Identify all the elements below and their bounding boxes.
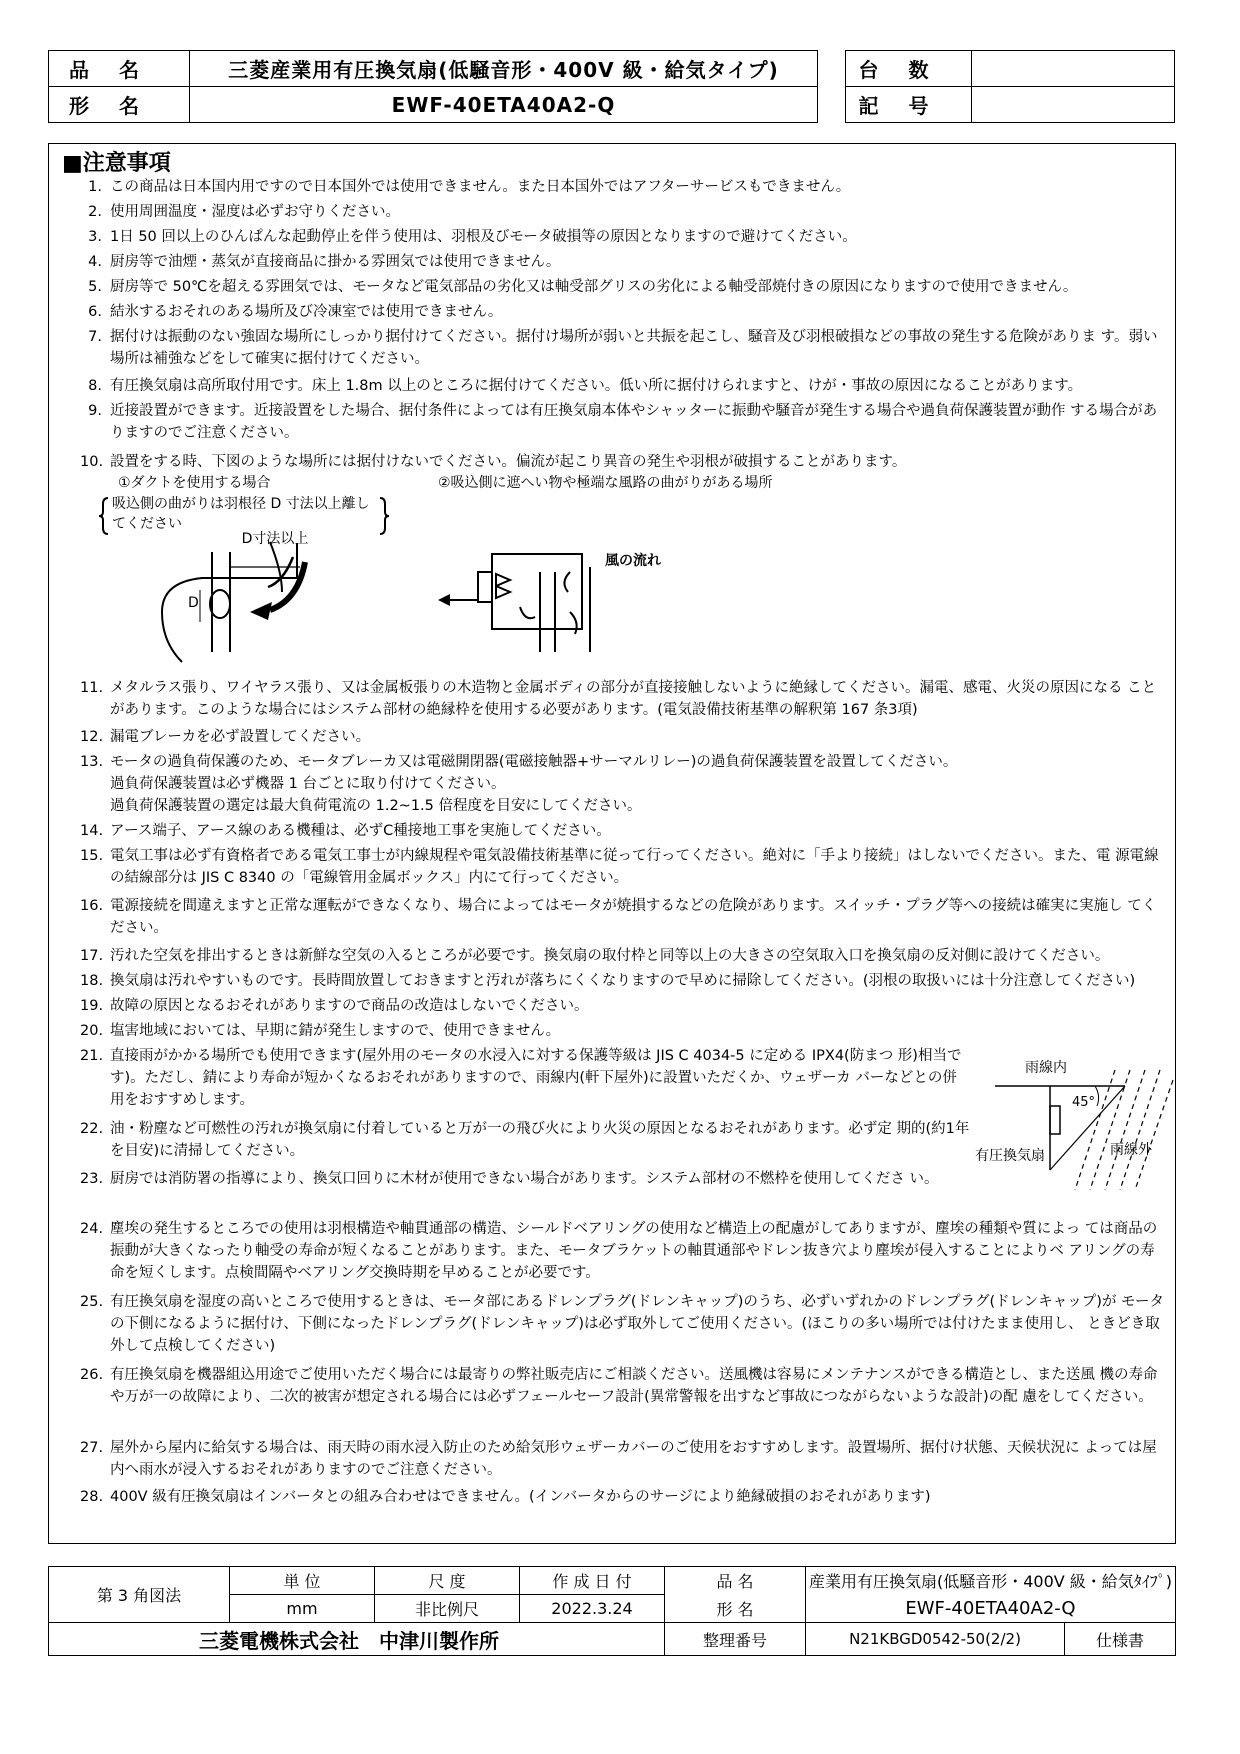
scale-value: 非比例尺 xyxy=(375,1595,520,1623)
note-item: 5. 厨房等で 50℃を超える雰囲気では、モータなど電気部品の劣化又は軸受部グリスの劣化による軸受部焼付きの原因になりますので使用できません。 xyxy=(88,279,1078,295)
model-value: EWF-40ETA40A2-Q xyxy=(190,87,818,123)
note-item: 7. 据付けは振動のない強固な場所にしっかり据付けてください。据付け場所が弱いと共振を起こし、騒音及び羽根破損などの事故の発生する危険がありま す。弱い場所は補強などをして確実に据付けてください。 xyxy=(88,329,1158,367)
symbol-label: 記号 xyxy=(846,87,972,123)
case2-title: ②吸込側に遮へい物や極端な風路の曲がりがある場所 xyxy=(438,475,773,491)
quantity-value xyxy=(972,51,1175,87)
note-item: 8. 有圧換気扇は高所取付用です。床上 1.8m 以上のところに据付けてください。低い所に据付けられますと、けが・事故の原因になることがあります。 xyxy=(88,378,1083,394)
inside-label: 雨線内 xyxy=(1025,1060,1067,1076)
rain-line-diagram xyxy=(975,1050,1175,1200)
note-item: 15. 電気工事は必ず有資格者である電気工事士が内線規程や電気設備技術基準に従って行ってください。絶対に「手より接続」はしないでください。また、電 源電線の結線部分は JIS C 8340 の「電線管用金属ボックス」内にて行ってください。 xyxy=(80,848,1159,886)
note-item: 3. 1日 50 回以上のひんぱんな起動停止を伴う使用は、羽根及びモータ破損等の原因となりますので避けてください。 xyxy=(88,229,857,245)
header-table xyxy=(48,50,818,123)
ref-label: 整理番号 xyxy=(665,1623,806,1656)
ref-value: N21KBGD0542-50(2/2) xyxy=(806,1623,1065,1655)
doc-type: 仕様書 xyxy=(1095,1630,1144,1650)
scale-label: 尺 度 xyxy=(375,1567,520,1595)
model-label-footer: 形 名 xyxy=(665,1595,806,1623)
note-item: 過負荷保護装置の選定は最大負荷電流の 1.2~1.5 倍程度を目安にしてください。 xyxy=(110,798,642,814)
outside-label: 雨線外 xyxy=(1110,1142,1152,1158)
header-count-table xyxy=(845,50,1175,123)
angle-label: 45° xyxy=(1072,1095,1096,1110)
product-value: 産業用有圧換気扇(低騒音形・400V 級・給気ﾀｲﾌﾟ) xyxy=(806,1567,1176,1595)
note-item: 20. 塩害地域においては、早期に錆が発生しますので、使用できません。 xyxy=(80,1023,561,1039)
model-value-footer: EWF-40ETA40A2-Q xyxy=(806,1595,1176,1623)
symbol-value xyxy=(972,87,1175,123)
case1-note: 吸込側の曲がりは羽根径 D 寸法以上離してください xyxy=(112,496,370,532)
note-item: 16. 電源接続を間違えますと正常な運転ができなくなり、場合によってはモータが焼損するなどの危険があります。スイッチ・プラグ等への接続は確実に実施し てください。 xyxy=(80,898,1157,936)
installation-diagram xyxy=(100,472,773,672)
unit-label: 単 位 xyxy=(230,1567,375,1595)
company-name: 三菱電機株式会社 中津川製作所 xyxy=(49,1623,665,1656)
note-item: 4. 厨房等で油煙・蒸気が直接商品に掛かる雰囲気では使用できません。 xyxy=(88,254,561,270)
note-item: 19. 故障の原因となるおそれがありますので商品の改造はしないでください。 xyxy=(80,998,589,1014)
note-item: 2. 使用周囲温度・湿度は必ずお守りください。 xyxy=(88,204,400,220)
product-label: 品 名 xyxy=(665,1567,806,1595)
note-item: 22. 油・粉塵など可燃性の汚れが換気扇に付着していると万が一の飛び火により火災の原因となるおそれがあります。必ず定 期的(約1年を目安)に清掃してください。 xyxy=(80,1121,970,1159)
fan-label: 有圧換気扇 xyxy=(975,1148,1045,1164)
note-item: 23. 厨房では消防署の指導により、換気口回りに木材が使用できない場合があります。システム部材の不燃枠を使用してくださ い。 xyxy=(80,1171,939,1187)
note-item: 18. 換気扇は汚れやすいものです。長時間放置しておきますと汚れが落ちにくくなりますので早めに掃除してください。(羽根の取扱いには十分注意してください) xyxy=(80,973,1136,989)
date-label: 作 成 日 付 xyxy=(520,1567,665,1595)
notes-title: ■注意事項 xyxy=(62,151,171,176)
date-value: 2022.3.24 xyxy=(520,1595,665,1623)
note-item: 11. メタルラス張り、ワイヤラス張り、又は金属板張りの木造物と金属ボディの部分が直接接触しないように絶縁してください。漏電、感電、火災の原因になる ことがあります。このような場合にはシステム部材の絶縁枠を使用する必要があります。(電気設備技術基準の解釈第 167 条3項) xyxy=(80,680,1157,718)
ref-and-doc xyxy=(806,1623,1176,1656)
note-item: 12. 漏電ブレーカを必ず設置してください。 xyxy=(80,729,371,745)
note-item: 25. 有圧換気扇を湿度の高いところで使用するときは、モータ部にあるドレンプラグ(ドレンキャップ)のうち、必ずいずれかのドレンプラグ(ドレンキャップ)が モータの下側になるように据付け、下側になったドレンプラグ(ドレンキャップ)は必ず取外してご使用ください。(ほこりの多い場所では付けたまま使用し、 ときどき取外して点検してください) xyxy=(80,1294,1164,1354)
note-item: 24. 塵埃の発生するところでの使用は羽根構造や軸貫通部の構造、シールドベアリングの使用など構造上の配慮がしてありますが、塵埃の種類や質によっ ては商品の振動が大きくなったり軸受の寿命が短くなることがあります。また、モータブラケットの軸貫通部やドレン抜き穴より塵埃が侵入することによりベ アリングの寿命を短くします。点検間隔やベアリング交換時期を早めることが必要です。 xyxy=(80,1221,1158,1281)
wind-label: 風の流れ xyxy=(605,553,661,569)
product-name-value: 三菱産業用有圧換気扇(低騒音形・400V 級・給気タイプ) xyxy=(190,51,818,87)
case1-title: ①ダクトを使用する場合 xyxy=(118,475,271,491)
note-item: 過負荷保護装置は必ず機器 1 台ごとに取り付けてください。 xyxy=(110,776,506,792)
note-item: 26. 有圧換気扇を機器組込用途でご使用いただく場合には最寄りの弊社販売店にご相談ください。送風機は容易にメンテナンスができる構造とし、また送風 機の寿命や万が一の故障により、二次的被害が想定される場合には必ずフェールセーフ設計(異常警報を出すなど事故につながらないような設計)の配 慮をしてください。 xyxy=(80,1367,1158,1405)
note-item: 21. 直接雨がかかる場所でも使用できます(屋外用のモータの水浸入に対する保護等級は JIS C 4034-5 に定める IPX4(防まつ 形)相当です)。ただし、錆により寿命が短かくなるおそれがありますので、雨線内(軒下屋外)に設置いただくか、ウェザーカ バーなどとの併用をおすすめします。 xyxy=(80,1048,962,1108)
projection-label: 第 3 角図法 xyxy=(49,1567,230,1623)
note-item: 1. この商品は日本国内用ですので日本国外では使用できません。また日本国外ではアフターサービスもできません。 xyxy=(88,179,851,195)
model-label: 形名 xyxy=(49,87,190,123)
note-item: 28. 400V 級有圧換気扇はインバータとの組み合わせはできません。(インバータからのサージにより絶縁破損のおそれがあります) xyxy=(80,1489,931,1505)
note-item: 13. モータの過負荷保護のため、モータブレーカ又は電磁開閉器(電磁接触器+サーマルリレー)の過負荷保護装置を設置してください。 xyxy=(80,754,958,770)
product-name-label: 品名 xyxy=(49,51,190,87)
note-item: 14. アース端子、アース線のある機種は、必ずC種接地工事を実施してください。 xyxy=(80,823,611,839)
note-item: 27. 屋外から屋内に給気する場合は、雨天時の雨水浸入防止のため給気形ウェザーカバーのご使用をおすすめします。設置場所、据付け状態、天候状況に よっては屋内へ雨水が浸入するおそれがありますのでご注意ください。 xyxy=(80,1440,1157,1478)
note-item: 10. 設置をする時、下図のような場所には据付けないでください。偏流が起こり異音の発生や羽根が破損することがあります。 xyxy=(80,454,907,470)
note-item: 6. 結氷するおそれのある場所及び冷凍室では使用できません。 xyxy=(88,304,503,320)
unit-value: mm xyxy=(230,1595,375,1623)
note-item: 17. 汚れた空気を排出するときは新鮮な空気の入るところが必要です。換気扇の取付枠と同等以上の大きさの空気取入口を換気扇の反対側に設けてください。 xyxy=(80,948,1110,964)
quantity-label: 台数 xyxy=(846,51,972,87)
title-block xyxy=(48,1566,1176,1656)
note-item: 9. 近接設置ができます。近接設置をした場合、据付条件によっては有圧換気扇本体やシャッターに振動や騒音が発生する場合や過負荷保護装置が動作 する場合がありますのでご注意ください。 xyxy=(88,403,1158,441)
d-label: D xyxy=(188,595,199,611)
d-dim-label: D寸法以上 xyxy=(241,531,309,547)
